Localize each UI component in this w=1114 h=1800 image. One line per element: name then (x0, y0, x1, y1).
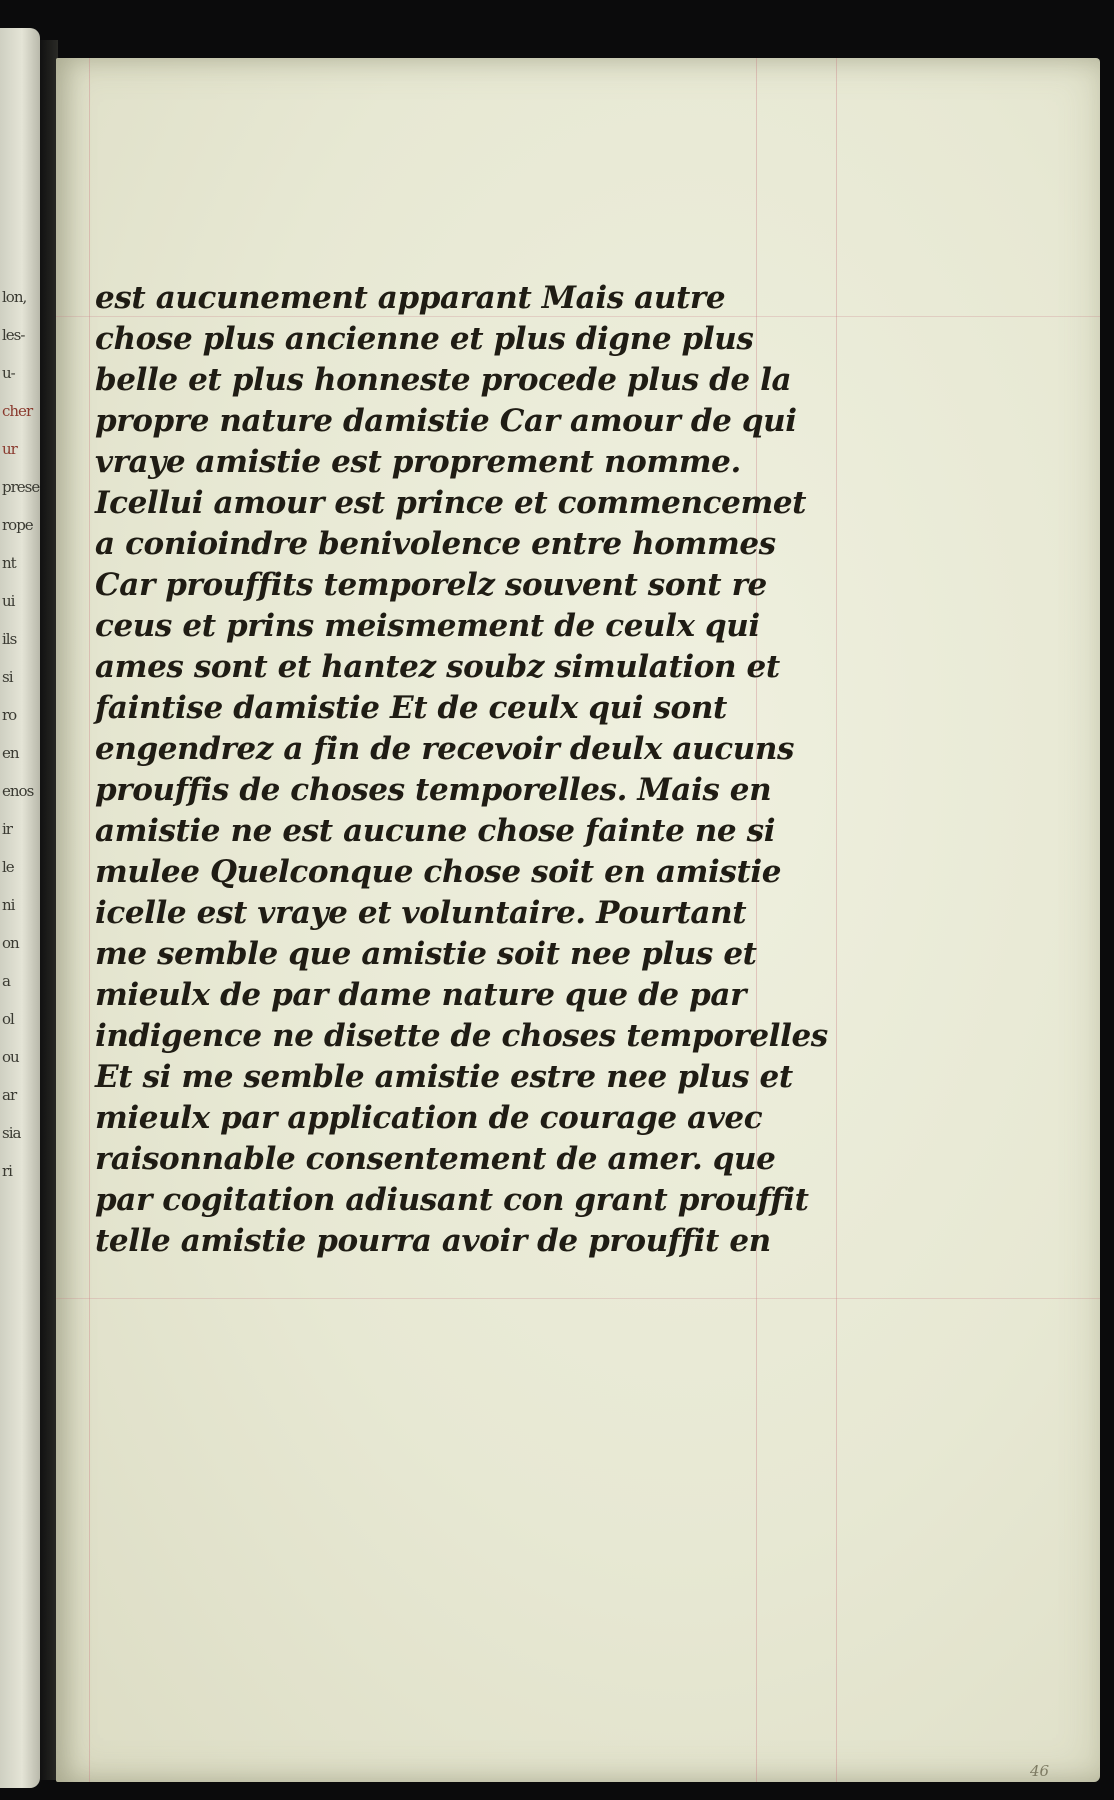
text-line: ames sont et hantez soubz simulation et (95, 649, 780, 685)
facing-fragment: le (2, 858, 14, 876)
facing-fragment: les- (2, 326, 25, 344)
facing-fragment: ur (2, 440, 17, 458)
facing-fragment: ou (2, 1048, 19, 1066)
facing-fragment: en (2, 744, 19, 762)
facing-fragment: u- (2, 364, 15, 382)
facing-fragment: nt (2, 554, 16, 572)
ruling-bottom (56, 1298, 1100, 1299)
text-line: indigence ne disette de choses temporelles (95, 1018, 828, 1054)
facing-fragment: ri (2, 1162, 12, 1180)
text-line: telle amistie pourra avoir de prouffit en (95, 1223, 771, 1259)
text-line: faintise damistie Et de ceulx qui sont (95, 690, 727, 726)
text-line: icelle est vraye et voluntaire. Pourtant (95, 895, 747, 931)
facing-fragment: ir (2, 820, 12, 838)
text-line: est aucunement apparant Mais autre (95, 280, 726, 316)
facing-fragment: cher (2, 402, 33, 420)
facing-fragment: ils (2, 630, 17, 648)
text-line: mieulx de par dame nature que de par (95, 977, 746, 1013)
text-line: Car prouffits temporelz souvent sont re (95, 567, 767, 603)
facing-fragment: a (2, 972, 10, 990)
text-line: belle et plus honneste procede plus de la (95, 362, 792, 398)
facing-fragment: lon, (2, 288, 27, 306)
text-line: Icellui amour est prince et commencemet (95, 485, 807, 521)
facing-fragment: ro (2, 706, 17, 724)
text-line: vraye amistie est proprement nomme. (95, 444, 741, 480)
facing-page-fragments (2, 278, 40, 1190)
text-line: par cogitation adiusant con grant prouffit (95, 1182, 809, 1218)
facing-fragment: prese (2, 478, 40, 496)
text-line: me semble que amistie soit nee plus et (95, 936, 757, 972)
facing-fragment: ar (2, 1086, 17, 1104)
text-line: chose plus ancienne et plus digne plus (95, 321, 754, 357)
facing-fragment: si (2, 668, 13, 686)
folio-number: 46 (1030, 1762, 1050, 1780)
text-line: ceus et prins meismement de ceulx qui (95, 608, 760, 644)
facing-fragment: on (2, 934, 19, 952)
facing-page-edge (0, 28, 40, 1788)
facing-fragment: sia (2, 1124, 21, 1142)
text-line: Et si me semble amistie estre nee plus et (95, 1059, 793, 1095)
text-line: mulee Quelconque chose soit en amistie (95, 854, 782, 890)
facing-fragment: rope (2, 516, 33, 534)
facing-fragment: ol (2, 1010, 14, 1028)
facing-fragment: ni (2, 896, 15, 914)
text-line: engendrez a fin de recevoir deulx aucuns (95, 731, 795, 767)
text-line: mieulx par application de courage avec (95, 1100, 763, 1136)
text-line: amistie ne est aucune chose fainte ne si (95, 813, 776, 849)
manuscript-text (95, 278, 828, 1262)
text-line: prouffis de choses temporelles. Mais en (95, 772, 772, 808)
facing-fragment: ui (2, 592, 15, 610)
text-line: a conioindre benivolence entre hommes (95, 526, 776, 562)
facing-fragment: enos (2, 782, 34, 800)
text-line: raisonnable consentement de amer. que (95, 1141, 776, 1177)
text-line: propre nature damistie Car amour de qui (95, 403, 797, 439)
